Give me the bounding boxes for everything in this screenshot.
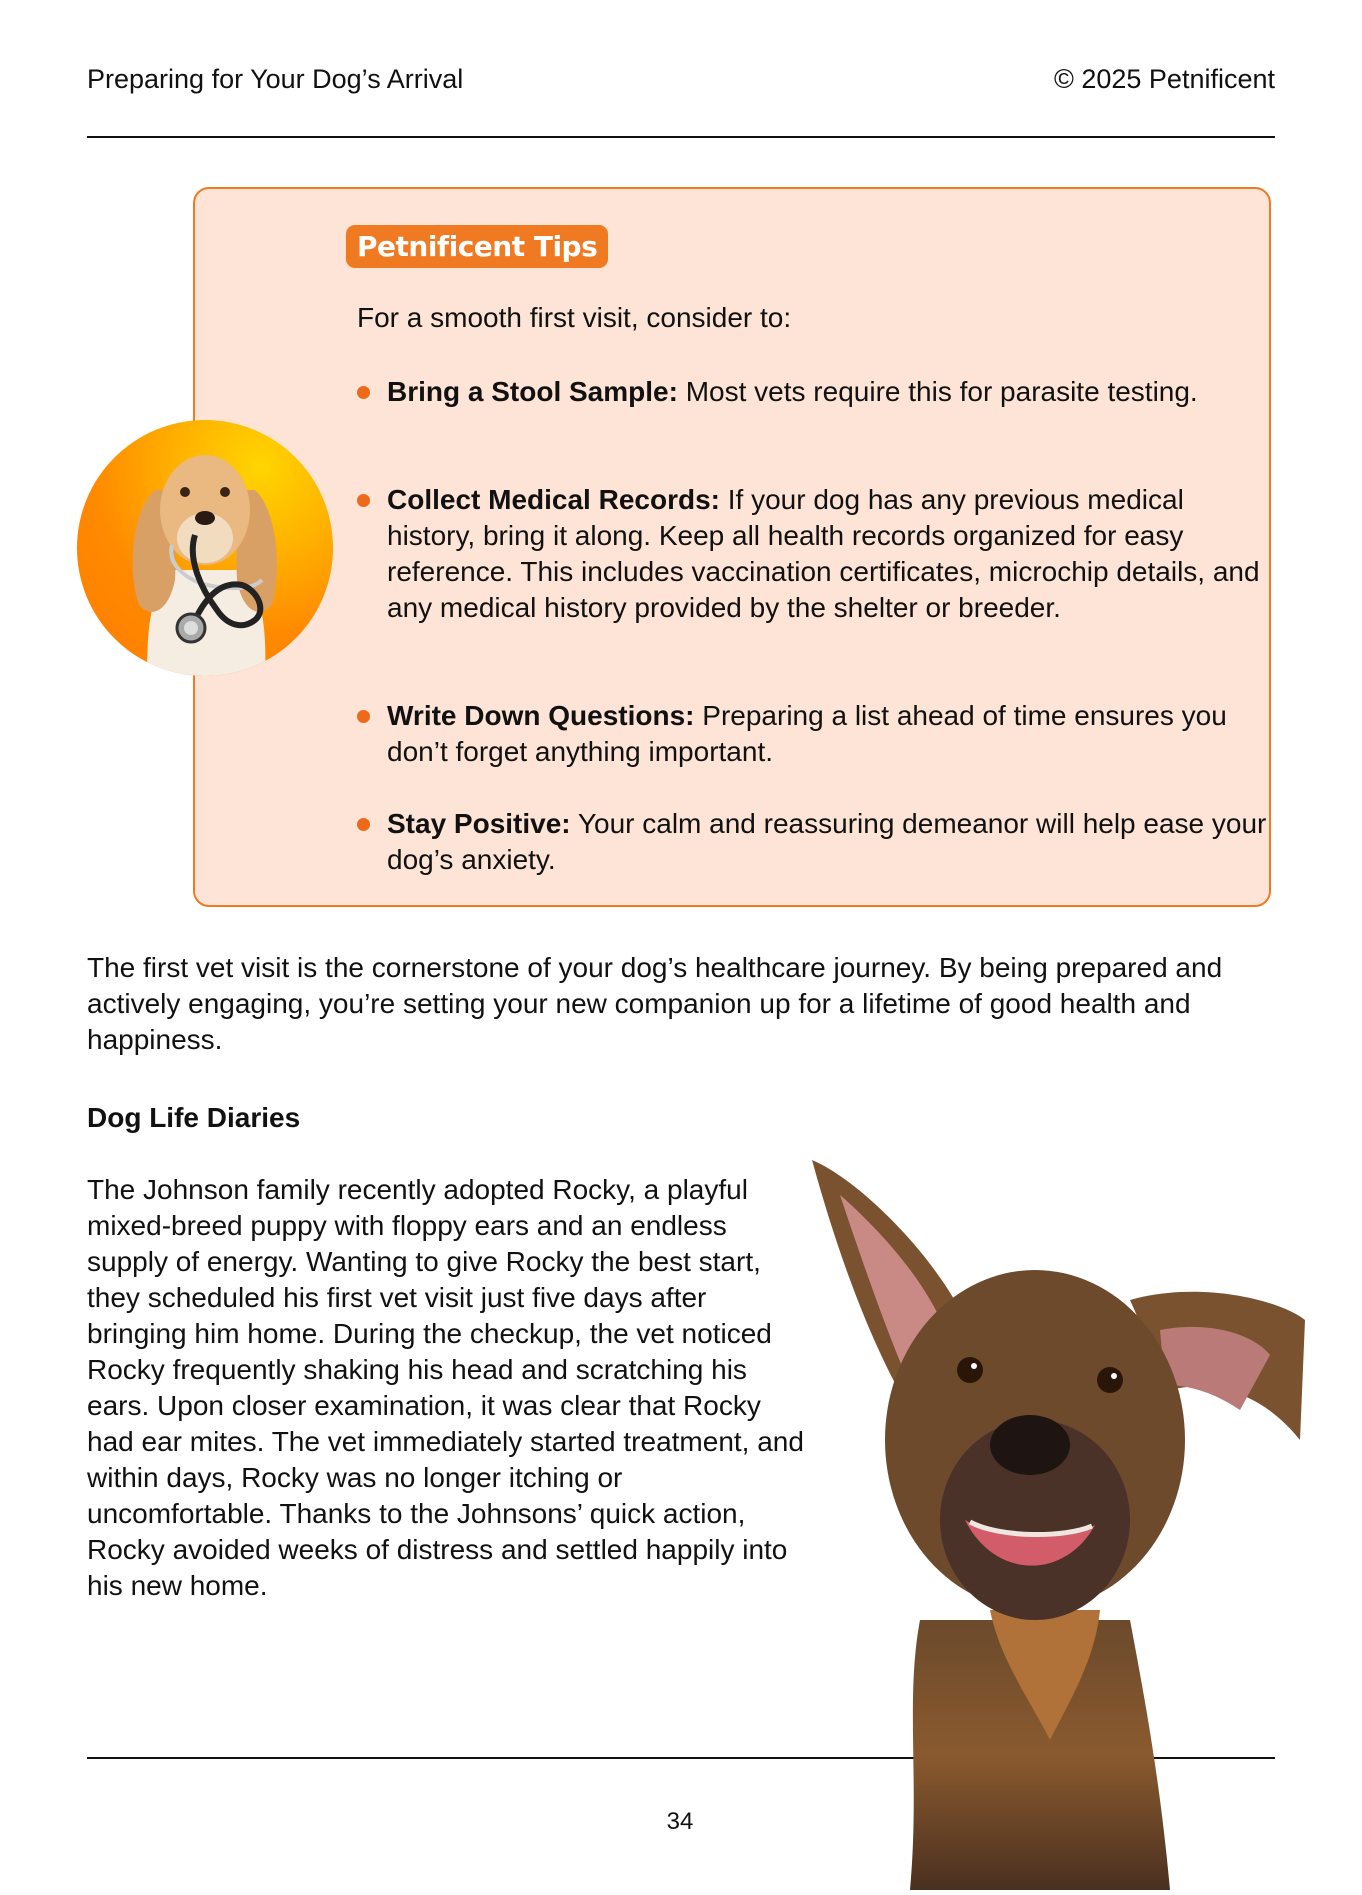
header-copyright: © 2025 Petnificent <box>1053 64 1275 94</box>
tips-intro: For a smooth first visit, consider to: <box>357 302 792 333</box>
tip-label: Collect Medical Records: <box>387 484 720 515</box>
tip-item <box>357 482 1277 626</box>
happy-dog-photo-icon <box>800 1140 1340 1890</box>
story-paragraph: The Johnson family recently adopted Rocky, a playful mixed-breed puppy with floppy ears and an endless supply of energy. Wanting to give Rocky the best start, they scheduled his first vet visit just five days after bringing him home. During the checkup, the vet noticed Rocky frequently shaking his head and scratching his ears. Upon closer examination, it was clear that Rocky had ear mites. The vet immediately started treatment, and within days, Rocky was no longer itching or uncomfortable. Thanks to the Johnsons’ quick action, Rocky avoided weeks of distress and settled happily into his new home. <box>87 1174 804 1601</box>
tip-body: Preparing a list ahead of time ensures you don’t forget anything important. <box>387 700 1227 767</box>
tip-item <box>357 374 1277 410</box>
tip-text <box>387 482 1277 626</box>
bullet-icon <box>357 386 370 399</box>
section-heading: Dog Life Diaries <box>87 1102 301 1133</box>
tips-badge: Petnificent Tips <box>346 225 608 268</box>
closing-paragraph: The first vet visit is the cornerstone of your dog’s healthcare journey. By being prepared and actively engaging, you’re setting your new companion up for a lifetime of good health and happiness. <box>87 952 1223 1055</box>
header-divider <box>87 136 1275 138</box>
tip-body: Your calm and reassuring demeanor will help ease your dog’s anxiety. <box>387 808 1267 875</box>
dog-with-stethoscope-icon <box>77 420 333 676</box>
tip-label: Write Down Questions: <box>387 700 695 731</box>
tip-item <box>357 698 1277 770</box>
tip-body: If your dog has any previous medical history, bring it along. Keep all health records organized for easy reference. This includes vaccination certificates, microchip details, and any medical history provided by the shelter or breeder. <box>387 484 1260 623</box>
header-title: Preparing for Your Dog’s Arrival <box>87 64 464 94</box>
bullet-icon <box>357 818 370 831</box>
tip-label: Stay Positive: <box>387 808 571 839</box>
tip-label: Bring a Stool Sample: <box>387 376 678 407</box>
tip-body: Most vets require this for parasite testing. <box>677 376 1198 407</box>
tip-item <box>357 806 1277 878</box>
page-number-text: 34 <box>666 1808 694 1835</box>
tip-text <box>387 698 1277 770</box>
bullet-icon <box>357 710 370 723</box>
bullet-icon <box>357 494 370 507</box>
tip-text <box>387 806 1277 878</box>
tip-text <box>387 374 1277 410</box>
